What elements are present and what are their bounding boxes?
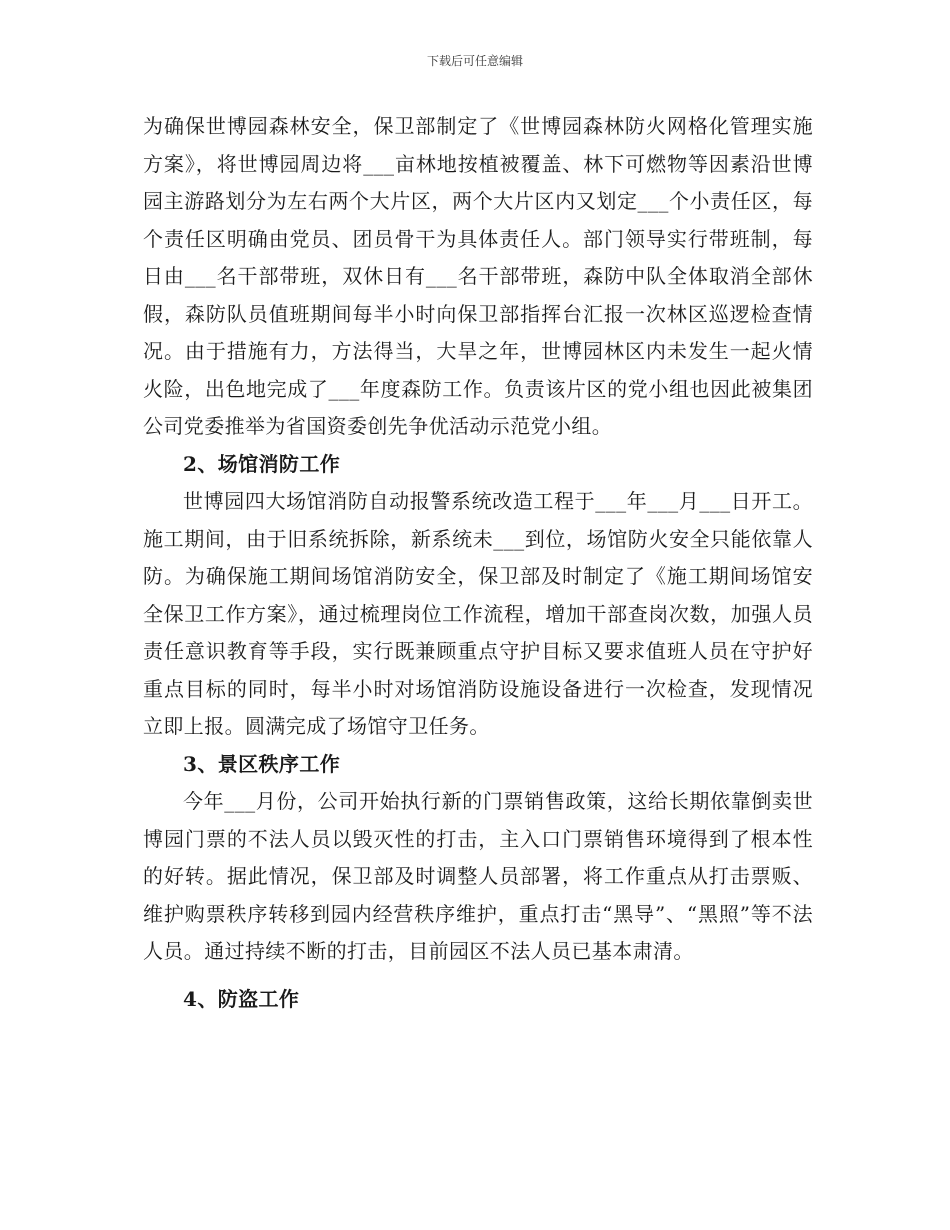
document-body xyxy=(143,108,813,1018)
paragraph-venue-fire: 世博园四大场馆消防自动报警系统改造工程于___年___月___日开工。施工期间，由于旧系统拆除，新系统未___到位，场馆防火安全只能依靠人防。为确保施工期间场馆消防安全，保卫部及时制定了《施工期间场馆安全保卫工作方案》，通过梳理岗位工作流程，增加干部查岗次数，加强人员责任意识教育等手段，实行既兼顾重点守护目标又要求值班人员在守护好重点目标的同时，每半小时对场馆消防设施设备进行一次检查，发现情况立即上报。圆满完成了场馆守卫任务。 xyxy=(143,489,813,738)
heading-venue-fire: 2、场馆消防工作 xyxy=(183,451,341,476)
paragraph-forest-fire: 为确保世博园森林安全，保卫部制定了《世博园森林防火网格化管理实施方案》，将世博园周边将___亩林地按植被覆盖、林下可燃物等因素沿世博园主游路划分为左右两个大片区，两个大片区内又划定___个小责任区，每个责任区明确由党员、团员骨干为具体责任人。部门领导实行带班制，每日由___名干部带班，双休日有___名干部带班，森防中队全体取消全部休假，森防队员值班期间每半小时向保卫部指挥台汇报一次林区巡逻检查情况。由于措施有力，方法得当，大旱之年，世博园林区内未发生一起火情火险，出色地完成了___年度森防工作。负责该片区的党小组也因此被集团公司党委推举为省国资委创先争优活动示范党小组。 xyxy=(143,114,813,438)
paragraph-scenic-order: 今年___月份，公司开始执行新的门票销售政策，这给长期依靠倒卖世博园门票的不法人员以毁灭性的打击，主入口门票销售环境得到了根本性的好转。据此情况，保卫部及时调整人员部署，将工作重点从打击票贩、维护购票秩序转移到园内经营秩序维护，重点打击“黑导”、“黑照”等不法人员。通过持续不断的打击，目前园区不法人员已基本肃清。 xyxy=(143,789,813,963)
heading-anti-theft: 4、防盗工作 xyxy=(183,986,300,1011)
heading-scenic-order: 3、景区秩序工作 xyxy=(183,751,341,776)
page-header: 下载后可任意编辑 xyxy=(426,54,523,68)
